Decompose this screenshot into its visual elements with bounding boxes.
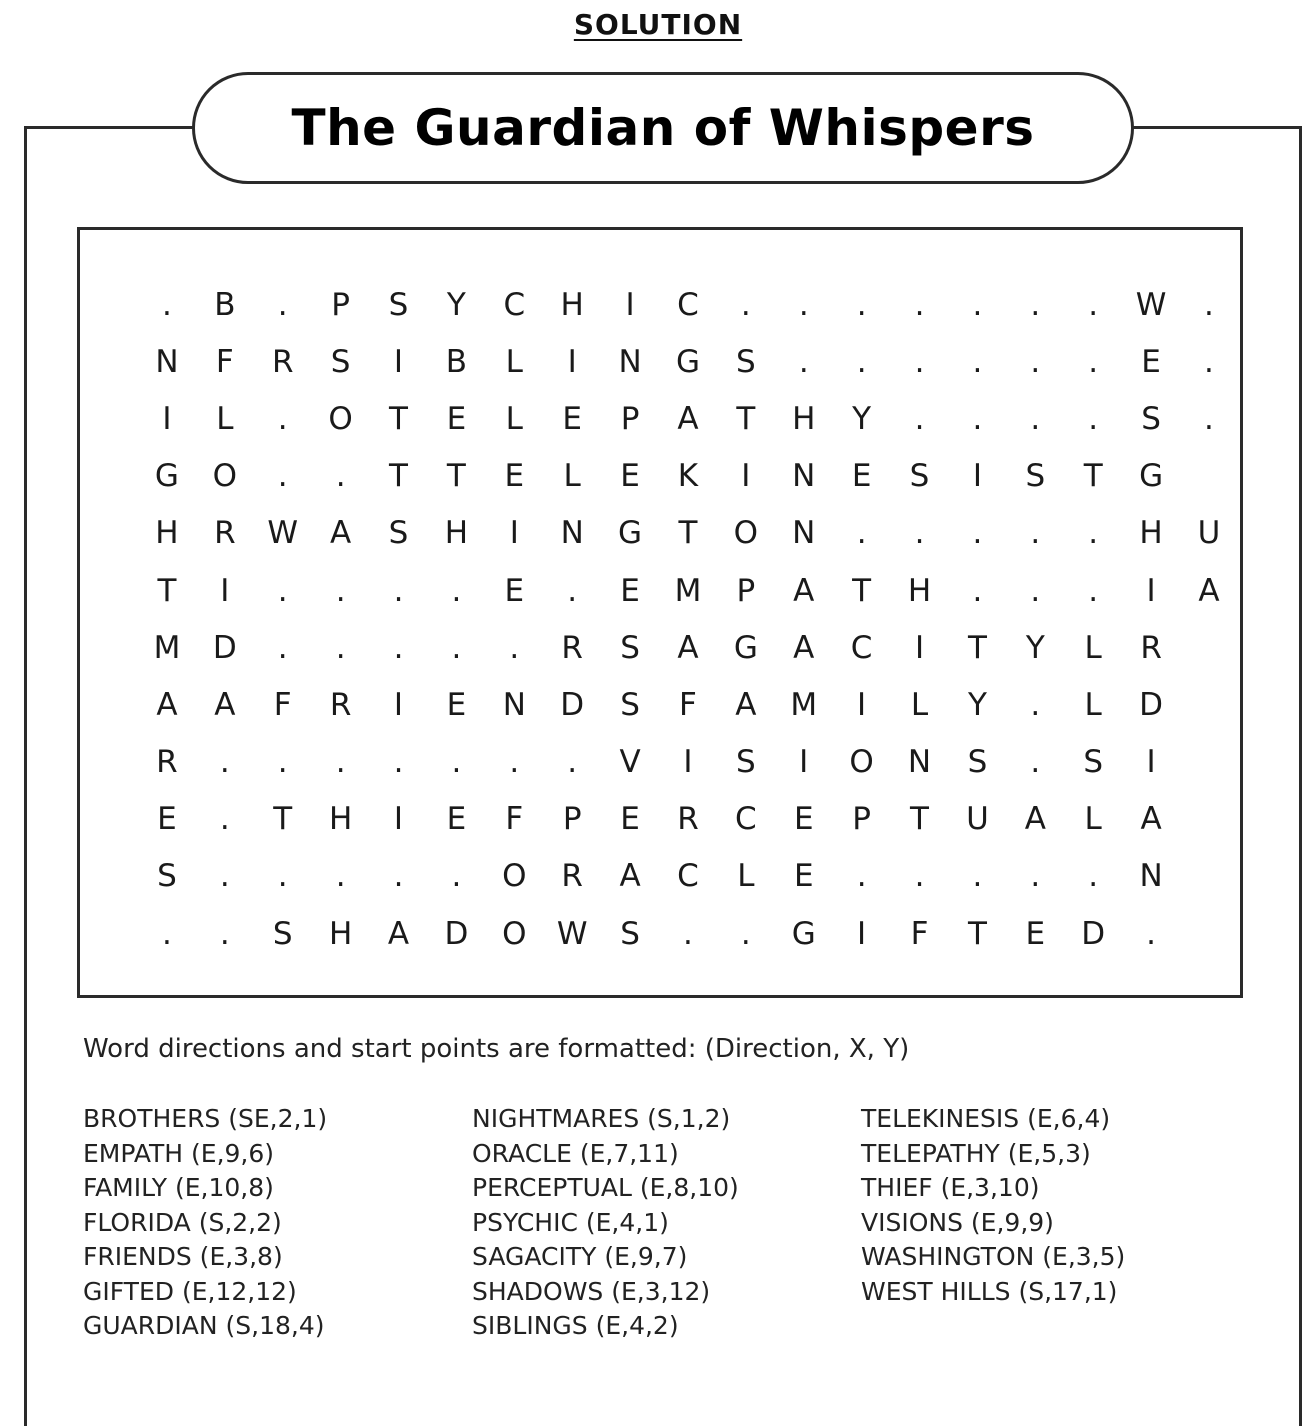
grid-cell: P [736, 572, 756, 609]
grid-cell: L [216, 400, 234, 437]
grid-cell: S [388, 515, 409, 552]
grid-cell: A [330, 515, 352, 552]
grid-cell: S [388, 286, 409, 323]
grid-cell: . [335, 858, 346, 895]
grid-cell: G [618, 515, 643, 552]
grid-cell: N [1139, 858, 1163, 895]
word-entry: WASHINGTON (E,3,5) [861, 1242, 1126, 1271]
grid-cell: H [155, 515, 179, 552]
grid-cell: . [1088, 343, 1099, 380]
instructions-text: Word directions and start points are formatted: (Direction, X, Y) [83, 1034, 910, 1064]
word-entry: ORACLE (E,7,11) [472, 1138, 679, 1168]
grid-cell: F [215, 343, 234, 380]
grid-cell: . [740, 286, 751, 323]
grid-cell: . [1088, 400, 1099, 437]
grid-cell: R [561, 858, 583, 895]
grid-cell: . [277, 572, 288, 609]
word-entry: VISIONS (E,9,9) [861, 1207, 1054, 1237]
grid-cell: . [1030, 515, 1041, 552]
grid-cell: M [153, 629, 181, 666]
grid-cell: D [1139, 686, 1164, 723]
grid-cell: G [154, 458, 179, 495]
grid-cell: I [625, 286, 635, 323]
grid-cell: N [907, 744, 932, 781]
grid-cell: . [1030, 858, 1041, 895]
grid-cell: L [910, 686, 929, 723]
grid-cell: . [914, 515, 925, 552]
grid-cell: . [683, 915, 693, 952]
grid-cell: I [162, 400, 172, 437]
grid-cell: T [967, 629, 987, 666]
grid-cell: . [1030, 572, 1041, 609]
grid-cell: I [972, 458, 982, 495]
grid-cell: C [677, 858, 699, 895]
puzzle-title: The Guardian of Whispers [291, 99, 1035, 157]
grid-cell: T [1083, 458, 1103, 495]
grid-cell: E [620, 801, 640, 838]
grid-cell: . [1204, 400, 1214, 437]
grid-cell: L [563, 458, 581, 495]
grid-cell: . [567, 572, 578, 609]
grid-cell: E [562, 400, 582, 437]
grid-cell: . [972, 515, 983, 552]
grid-cell: I [1146, 744, 1156, 781]
grid-cell: V [619, 744, 641, 781]
grid-cell: C [850, 629, 873, 666]
grid-cell: K [677, 458, 699, 495]
grid-cell: T [273, 801, 293, 838]
word-entry: FLORIDA (S,2,2) [83, 1207, 282, 1237]
grid-cell: . [740, 915, 751, 952]
grid-cell: W [556, 915, 588, 952]
grid-cell: E [446, 801, 467, 838]
grid-cell: S [272, 915, 293, 952]
grid-cell: . [798, 343, 809, 380]
grid-cell: T [678, 515, 698, 552]
grid-cell: G [675, 343, 700, 380]
grid-cell: S [620, 915, 640, 952]
grid-cell: . [219, 744, 230, 781]
grid-cell: F [679, 686, 697, 723]
grid-cell: T [389, 400, 408, 437]
grid-cell: F [505, 801, 524, 838]
word-entry: BROTHERS (SE,2,1) [83, 1104, 328, 1133]
grid-cell: . [277, 629, 288, 666]
grid-cell: A [677, 400, 699, 437]
grid-cell: F [273, 686, 292, 723]
grid-cell: O [733, 515, 759, 552]
grid-cell: S [736, 744, 756, 781]
letter-grid [138, 276, 1238, 962]
grid-cell: . [1204, 343, 1214, 380]
grid-cell: . [277, 286, 288, 323]
grid-cell: A [214, 686, 236, 723]
grid-cell: P [562, 801, 582, 838]
grid-cell: O [502, 858, 527, 895]
grid-cell: E [851, 458, 872, 495]
solution-heading: SOLUTION [573, 8, 743, 41]
grid-cell: . [1030, 286, 1041, 323]
grid-cell: S [967, 744, 988, 781]
grid-cell [1180, 905, 1238, 962]
grid-cell: N [155, 343, 179, 380]
grid-cell: I [393, 343, 404, 380]
grid-cell: W [1135, 286, 1167, 323]
grid-cell: I [857, 686, 867, 723]
grid-cell: F [910, 915, 929, 952]
grid-cell: L [1084, 686, 1102, 723]
grid-cell: . [1088, 286, 1099, 323]
grid-cell: I [799, 744, 809, 781]
grid-cell: N [502, 686, 526, 723]
grid-cell: T [736, 400, 756, 437]
word-list [83, 1102, 1283, 1344]
word-entry: PERCEPTUAL (E,8,10) [472, 1173, 739, 1202]
grid-cell: . [162, 286, 172, 323]
grid-cell [1180, 676, 1238, 733]
grid-cell: . [509, 744, 520, 781]
grid-cell: . [972, 343, 983, 380]
grid-cell: . [914, 343, 925, 380]
grid-cell: G [791, 915, 816, 952]
word-entry: FAMILY (E,10,8) [83, 1173, 274, 1202]
grid-cell: R [1140, 629, 1162, 666]
grid-cell: I [393, 686, 404, 723]
grid-cell: R [214, 515, 236, 552]
grid-cell: L [505, 343, 523, 380]
word-entry: THIEF (E,3,10) [861, 1173, 1040, 1202]
grid-cell: N [560, 515, 584, 552]
grid-cell: L [505, 400, 523, 437]
grid-cell: D [1081, 915, 1106, 952]
grid-cell: . [972, 858, 983, 895]
word-entry: TELEPATHY (E,5,3) [861, 1138, 1091, 1168]
grid-cell: O [212, 458, 238, 495]
word-entry: WEST HILLS (S,17,1) [861, 1276, 1118, 1306]
grid-cell: I [1146, 572, 1156, 609]
grid-cell: Y [967, 686, 987, 723]
grid-cell: . [162, 915, 172, 952]
grid-cell: W [267, 515, 299, 552]
grid-cell: . [335, 572, 346, 609]
grid-cell: S [909, 458, 930, 495]
word-entry: NIGHTMARES (S,1,2) [472, 1104, 731, 1133]
grid-cell: S [330, 343, 351, 380]
grid-cell: D [212, 629, 237, 666]
grid-cell: H [444, 515, 469, 552]
grid-cell: . [335, 744, 346, 781]
word-entry: PSYCHIC (E,4,1) [472, 1207, 669, 1237]
grid-cell: R [329, 686, 352, 723]
grid-cell: H [560, 286, 584, 323]
grid-cell: E [620, 572, 640, 609]
grid-cell: E [157, 801, 177, 838]
grid-cell: S [157, 858, 177, 895]
grid-cell: . [393, 744, 404, 781]
grid-cell: Y [852, 400, 872, 437]
grid-cell: S [1141, 400, 1161, 437]
grid-cell: A [677, 629, 699, 666]
grid-cell: A [387, 915, 410, 952]
grid-cell: H [328, 801, 353, 838]
word-column-3 [861, 1102, 1250, 1344]
grid-cell: . [509, 629, 520, 666]
grid-cell: . [856, 515, 867, 552]
grid-cell: . [1030, 686, 1041, 723]
grid-cell: E [1025, 915, 1046, 952]
grid-cell: R [156, 744, 178, 781]
grid-cell: . [1030, 744, 1041, 781]
grid-cell: I [857, 915, 867, 952]
grid-cell: . [277, 458, 288, 495]
grid-cell: . [277, 744, 288, 781]
grid-cell [1180, 791, 1238, 848]
grid-cell: D [560, 686, 585, 723]
grid-cell: E [446, 400, 467, 437]
grid-cell: N [792, 458, 816, 495]
grid-cell: . [914, 400, 925, 437]
grid-cell: I [741, 458, 751, 495]
grid-cell: S [620, 629, 640, 666]
grid-cell: . [335, 629, 346, 666]
grid-cell [1180, 848, 1238, 905]
grid-cell: O [849, 744, 874, 781]
grid-cell: . [393, 572, 404, 609]
grid-cell: . [914, 286, 925, 323]
grid-cell: P [331, 286, 350, 323]
grid-cell: O [328, 400, 353, 437]
word-entry: FRIENDS (E,3,8) [83, 1242, 283, 1271]
grid-cell: H [328, 915, 353, 952]
grid-cell: I [567, 343, 577, 380]
grid-cell: . [914, 858, 925, 895]
grid-cell: R [561, 629, 583, 666]
grid-cell: . [1030, 400, 1041, 437]
grid-cell: U [966, 801, 989, 838]
grid-cell: B [214, 286, 236, 323]
grid-cell: M [790, 686, 818, 723]
grid-cell: . [451, 858, 462, 895]
grid-cell: T [446, 458, 466, 495]
grid-cell: G [1139, 458, 1164, 495]
grid-cell: . [972, 286, 983, 323]
grid-cell: T [157, 572, 177, 609]
grid-cell: A [1024, 801, 1046, 838]
grid-cell: E [793, 801, 814, 838]
grid-cell: . [1204, 286, 1214, 323]
word-entry: SAGACITY (E,9,7) [472, 1242, 688, 1271]
grid-cell: A [793, 629, 815, 666]
grid-cell: . [219, 858, 230, 895]
word-column-1 [83, 1102, 472, 1344]
grid-cell [1180, 619, 1238, 676]
grid-cell: . [567, 744, 578, 781]
word-column-2 [472, 1102, 861, 1344]
grid-cell: E [620, 458, 640, 495]
grid-cell: . [1030, 343, 1041, 380]
grid-cell: L [1084, 629, 1102, 666]
grid-cell [1180, 734, 1238, 791]
grid-cell: C [735, 801, 757, 838]
grid-cell: I [509, 515, 519, 552]
grid-cell: . [856, 286, 867, 323]
grid-cell: . [1088, 572, 1099, 609]
grid-cell: R [677, 801, 699, 838]
grid-cell: . [219, 915, 230, 952]
grid-cell: H [907, 572, 932, 609]
grid-cell: C [503, 286, 526, 323]
grid-cell: L [1084, 801, 1102, 838]
grid-cell: R [271, 343, 294, 380]
grid-cell: . [451, 629, 462, 666]
grid-cell: A [156, 686, 178, 723]
word-entry: SIBLINGS (E,4,2) [472, 1311, 679, 1340]
grid-cell: E [504, 572, 525, 609]
grid-cell: I [914, 629, 925, 666]
grid-cell: S [620, 686, 640, 723]
grid-cell: I [683, 744, 693, 781]
grid-cell: S [1025, 458, 1046, 495]
grid-cell: A [1198, 572, 1220, 609]
grid-cell: N [792, 515, 816, 552]
grid-cell: G [733, 629, 758, 666]
grid-cell: N [618, 343, 642, 380]
grid-cell: L [737, 858, 755, 895]
grid-cell: . [972, 400, 983, 437]
word-entry: GIFTED (E,12,12) [83, 1276, 297, 1306]
grid-cell: A [1140, 801, 1162, 838]
grid-cell: A [793, 572, 815, 609]
grid-cell: Y [446, 286, 466, 323]
grid-cell: B [445, 343, 468, 380]
grid-cell: . [393, 858, 404, 895]
grid-cell: H [792, 400, 816, 437]
grid-cell: . [856, 858, 867, 895]
grid-cell: P [620, 400, 640, 437]
grid-cell: . [1088, 515, 1099, 552]
grid-cell: . [393, 629, 404, 666]
grid-cell: T [910, 801, 929, 838]
word-entry: SHADOWS (E,3,12) [472, 1276, 711, 1306]
grid-cell: P [852, 801, 871, 838]
grid-cell: . [277, 858, 288, 895]
word-entry: GUARDIAN (S,18,4) [83, 1311, 325, 1340]
grid-cell: C [677, 286, 699, 323]
title-banner [192, 72, 1134, 184]
grid-cell: Y [1025, 629, 1045, 666]
grid-cell: T [852, 572, 872, 609]
grid-cell: . [856, 343, 867, 380]
grid-cell: . [219, 801, 230, 838]
grid-cell: H [1139, 515, 1163, 552]
grid-cell: . [335, 458, 346, 495]
word-entry: TELEKINESIS (E,6,4) [861, 1104, 1111, 1133]
grid-cell: M [674, 572, 702, 609]
grid-cell: T [967, 915, 987, 952]
grid-cell: I [220, 572, 230, 609]
word-entry: EMPATH (E,9,6) [83, 1138, 275, 1168]
grid-cell: E [793, 858, 814, 895]
grid-cell [1180, 448, 1238, 505]
grid-cell: S [736, 343, 756, 380]
grid-cell: . [451, 572, 462, 609]
grid-cell: . [451, 744, 462, 781]
grid-cell: . [798, 286, 809, 323]
grid-cell: S [1083, 744, 1104, 781]
grid-cell: D [444, 915, 469, 952]
grid-cell: . [972, 572, 983, 609]
grid-cell: U [1197, 515, 1221, 552]
grid-cell: O [502, 915, 527, 952]
grid-cell: E [446, 686, 467, 723]
grid-cell: E [504, 458, 525, 495]
grid-cell: . [1146, 915, 1157, 952]
grid-cell: E [1141, 343, 1161, 380]
grid-cell: . [1088, 858, 1099, 895]
grid-cell: I [393, 801, 404, 838]
grid-cell: T [389, 458, 408, 495]
grid-cell: A [735, 686, 757, 723]
grid-cell: . [277, 400, 288, 437]
grid-cell: A [619, 858, 641, 895]
